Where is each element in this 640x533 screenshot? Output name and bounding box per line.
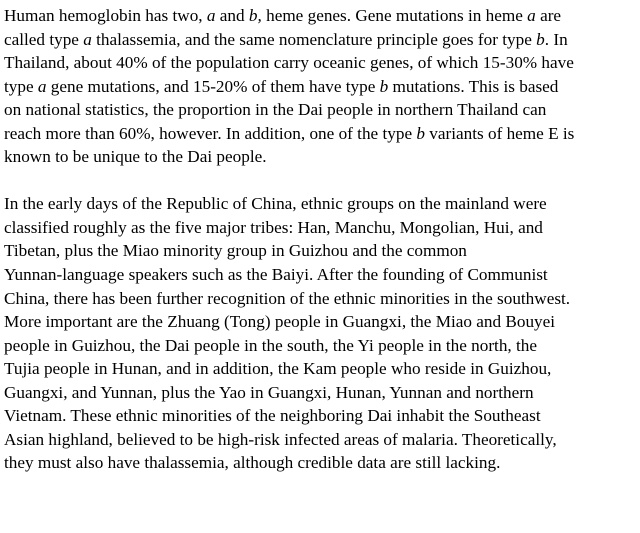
text-line: Asian highland, believed to be high-risk infected areas of malaria. Theoretically, [4, 429, 557, 449]
text-line: Tujia people in Hunan, and in addition, the Kam people who reside in Guizhou, [4, 359, 552, 379]
paragraph-ethnic-groups [4, 192, 638, 475]
italic-variable: a [527, 6, 536, 25]
paragraph-thalassemia-types [4, 4, 638, 169]
text-line: Human hemoglobin has two, a and b, heme genes. Gene mutations in heme a are [4, 6, 562, 25]
text-line: they must also have thalassemia, although credible data are still lacking. [4, 453, 501, 473]
text-line: Tibetan, plus the Miao minority group in Guizhou and the common [4, 241, 467, 261]
italic-variable: b [416, 123, 425, 143]
text-line: people in Guizhou, the Dai people in the south, the Yi people in the north, the [4, 335, 538, 355]
italic-variable: b, [248, 6, 262, 25]
text-line: type a gene mutations, and 15-20% of them have type b mutations. This is based [4, 76, 559, 96]
text-line: More important are the Zhuang (Tong) people in Guangxi, the Miao and Bouyei [4, 312, 556, 332]
italic-variable: b [536, 29, 545, 49]
italic-variable: a [206, 6, 216, 25]
text-line: reach more than 60%, however. In addition, one of the type b variants of heme E is [4, 123, 575, 143]
text-line: Guangxi, and Yunnan, plus the Yao in Guangxi, Hunan, Yunnan and northern [4, 382, 534, 402]
text-line: Yunnan-language speakers such as the Baiyi. After the founding of Communist [4, 265, 548, 285]
text-line: on national statistics, the proportion in the Dai people in northern Thailand can [4, 100, 547, 120]
text-line: known to be unique to the Dai people. [4, 147, 267, 167]
text-line: In the early days of the Republic of China, ethnic groups on the mainland were [4, 194, 547, 214]
text-line: called type a thalassemia, and the same nomenclature principle goes for type b. In [4, 29, 568, 49]
italic-variable: a [83, 29, 92, 49]
italic-variable: a [37, 76, 47, 96]
text-line: classified roughly as the five major tribes: Han, Manchu, Mongolian, Hui, and [4, 217, 543, 237]
text-line: China, there has been further recognition of the ethnic minorities in the southwest. [4, 288, 571, 308]
text-line: Vietnam. These ethnic minorities of the neighboring Dai inhabit the Southeast [4, 406, 541, 426]
text-line: Thailand, about 40% of the population carry oceanic genes, of which 15-30% have [4, 53, 574, 73]
italic-variable: b [379, 76, 389, 96]
document-body [4, 4, 638, 475]
